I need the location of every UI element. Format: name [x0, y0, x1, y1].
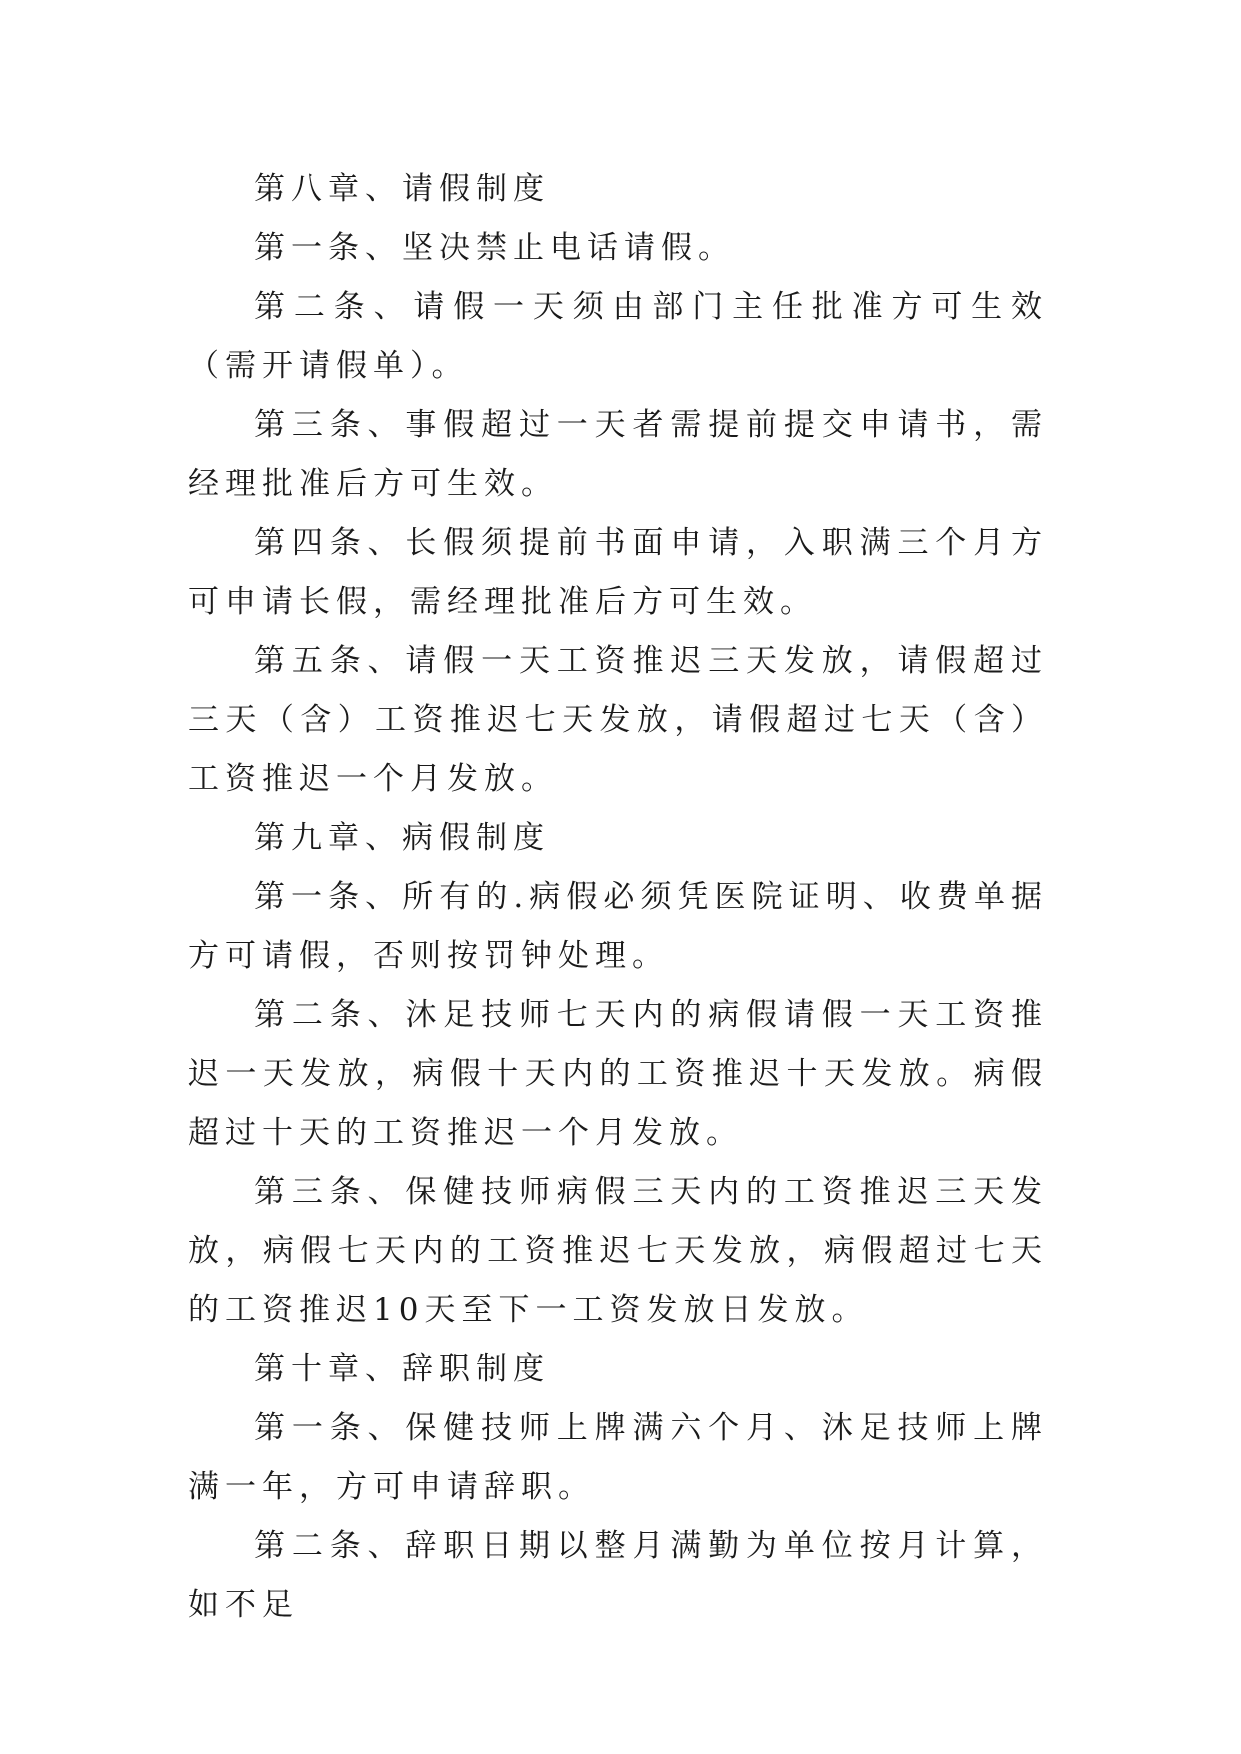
article-paragraph: 第二条、辞职日期以整月满勤为单位按月计算，如不足: [188, 1528, 1048, 1623]
article-paragraph: 第一条、保健技师上牌满六个月、沐足技师上牌满一年，方可申请辞职。: [188, 1410, 1048, 1505]
article-paragraph: 第二条、沐足技师七天内的病假请假一天工资推迟一天发放，病假十天内的工资推迟十天发放。病假超过十天的工资推迟一个月发放。: [188, 997, 1048, 1151]
chapter-heading: 第十章、辞职制度: [254, 1351, 550, 1387]
article-paragraph: 第三条、保健技师病假三天内的工资推迟三天发放，病假七天内的工资推迟七天发放，病假超过七天的工资推迟10天至下一工资发放日发放。: [188, 1174, 1048, 1328]
chapter-heading: 第八章、请假制度: [254, 171, 550, 207]
article-paragraph: 第三条、事假超过一天者需提前提交申请书，需经理批准后方可生效。: [188, 407, 1048, 502]
chapter-heading: 第九章、病假制度: [254, 820, 550, 856]
article-paragraph: 第二条、请假一天须由部门主任批准方可生效（需开请假单）。: [188, 289, 1048, 384]
document-body: [188, 160, 1048, 1635]
article-paragraph: 第一条、所有的.病假必须凭医院证明、收费单据方可请假，否则按罚钟处理。: [188, 879, 1048, 974]
article-paragraph: 第四条、长假须提前书面申请，入职满三个月方可申请长假，需经理批准后方可生效。: [188, 525, 1048, 620]
article-paragraph: 第五条、请假一天工资推迟三天发放，请假超过三天（含）工资推迟七天发放，请假超过七天（含）工资推迟一个月发放。: [188, 643, 1048, 797]
article-paragraph: 第一条、坚决禁止电话请假。: [254, 230, 735, 266]
